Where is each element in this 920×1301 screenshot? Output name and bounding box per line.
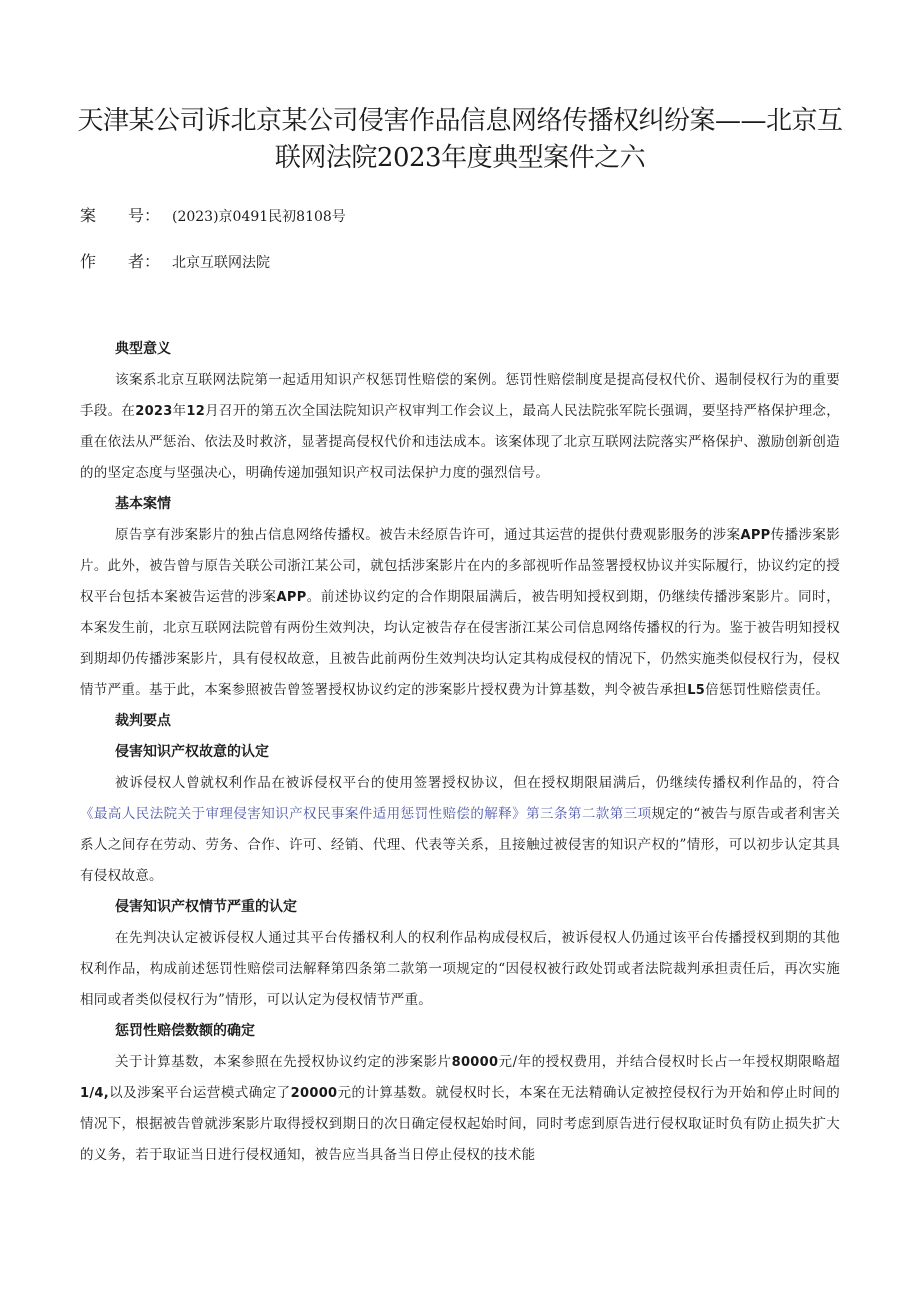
case-number-row bbox=[80, 206, 346, 227]
heading-amount: 惩罚性赔偿数额的确定 bbox=[115, 1023, 255, 1039]
heading-key-points: 裁判要点 bbox=[115, 713, 171, 729]
author-value: 北京互联网法院 bbox=[172, 255, 270, 271]
document-title: 天津某公司诉北京某公司侵害作品信息网络传播权纠纷案——北京互联网法院2023年度典型案件之六 bbox=[77, 106, 843, 173]
article-body bbox=[80, 334, 840, 1171]
heading-facts: 基本案情 bbox=[115, 496, 171, 512]
paragraph-severity: 在先判决认定被诉侵权人通过其平台传播权利人的权利作品构成侵权后，被诉侵权人仍通过该平台传播授权到期的其他权利作品，构成前述惩罚性赔偿司法解释第四条第二款第一项规定的“因侵权被行政处罚或者法院裁判承担责任后，再次实施相同或者类似侵权行为”情形，可以认定为侵权情节严重。 bbox=[80, 930, 840, 1008]
heading-significance: 典型意义 bbox=[115, 341, 171, 357]
heading-severity: 侵害知识产权情节严重的认定 bbox=[115, 899, 297, 915]
paragraph-significance: 该案系北京互联网法院第一起适用知识产权惩罚性赔偿的案例。惩罚性赔偿制度是提高侵权代价、遏制侵权行为的重要手段。在2023年12月召开的第五次全国法院知识产权审判工作会议上，最高人民法院张军院长强调，要坚持严格保护理念，重在依法从严惩治、依法及时救济，显著提高侵权代价和违法成本。该案体现了北京互联网法院落实严格保护、激励创新创造的的坚定态度与坚强决心，明确传递加强知识产权司法保护力度的强烈信号。 bbox=[80, 372, 840, 481]
paragraph-intent: 被诉侵权人曾就权利作品在被诉侵权平台的使用签署授权协议，但在授权期限届满后，仍继续传播权利作品的，符合《最高人民法院关于审理侵害知识产权民事案件适用惩罚性赔偿的解释》第三条第二款第三项规定的“被告与原告或者利害关系人之间存在劳动、劳务、合作、许可、经销、代理、代表等关系，且接触过被侵害的知识产权的”情形，可以初步认定其具有侵权故意。 bbox=[80, 775, 840, 884]
case-number-value: (2023)京0491民初8108号 bbox=[172, 209, 346, 225]
interpretation-link[interactable]: 《最高人民法院关于审理侵害知识产权民事案件适用惩罚性赔偿的解释》第三条第二款第三项 bbox=[80, 806, 652, 822]
author-row bbox=[80, 252, 270, 273]
paragraph-amount: 关于计算基数，本案参照在先授权协议约定的涉案影片80000元/年的授权费用，并结合侵权时长占一年授权期限略超1/4,以及涉案平台运营模式确定了20000元的计算基数。就侵权时长，本案在无法精确认定被控侵权行为开始和停止时间的情况下，根据被告曾就涉案影片取得授权到期日的次日确定侵权起始时间，同时考虑到原告进行侵权取证时负有防止损失扩大的义务，若于取证当日进行侵权通知，被告应当具备当日停止侵权的技术能 bbox=[80, 1054, 840, 1163]
paragraph-facts: 原告享有涉案影片的独占信息网络传播权。被告未经原告许可，通过其运营的提供付费观影服务的涉案APP传播涉案影片。此外，被告曾与原告关联公司浙江某公司，就包括涉案影片在内的多部视听作品签署授权协议并实际履行，协议约定的授权平台包括本案被告运营的涉案APP。前述协议约定的合作期限届满后，被告明知授权到期，仍继续传播涉案影片。同时，本案发生前，北京互联网法院曾有两份生效判决，均认定被告存在侵害浙江某公司信息网络传播权的行为。鉴于被告明知授权到期却仍传播涉案影片，具有侵权故意，且被告此前两份生效判决均认定其构成侵权的情况下，仍然实施类似侵权行为，侵权情节严重。基于此，本案参照被告曾签署授权协议约定的涉案影片授权费为计算基数，判令被告承担L5倍惩罚性赔偿责任。 bbox=[80, 527, 841, 698]
case-number-label: 案 号： bbox=[80, 206, 161, 225]
author-label: 作 者： bbox=[80, 252, 161, 271]
heading-intent: 侵害知识产权故意的认定 bbox=[115, 744, 269, 760]
